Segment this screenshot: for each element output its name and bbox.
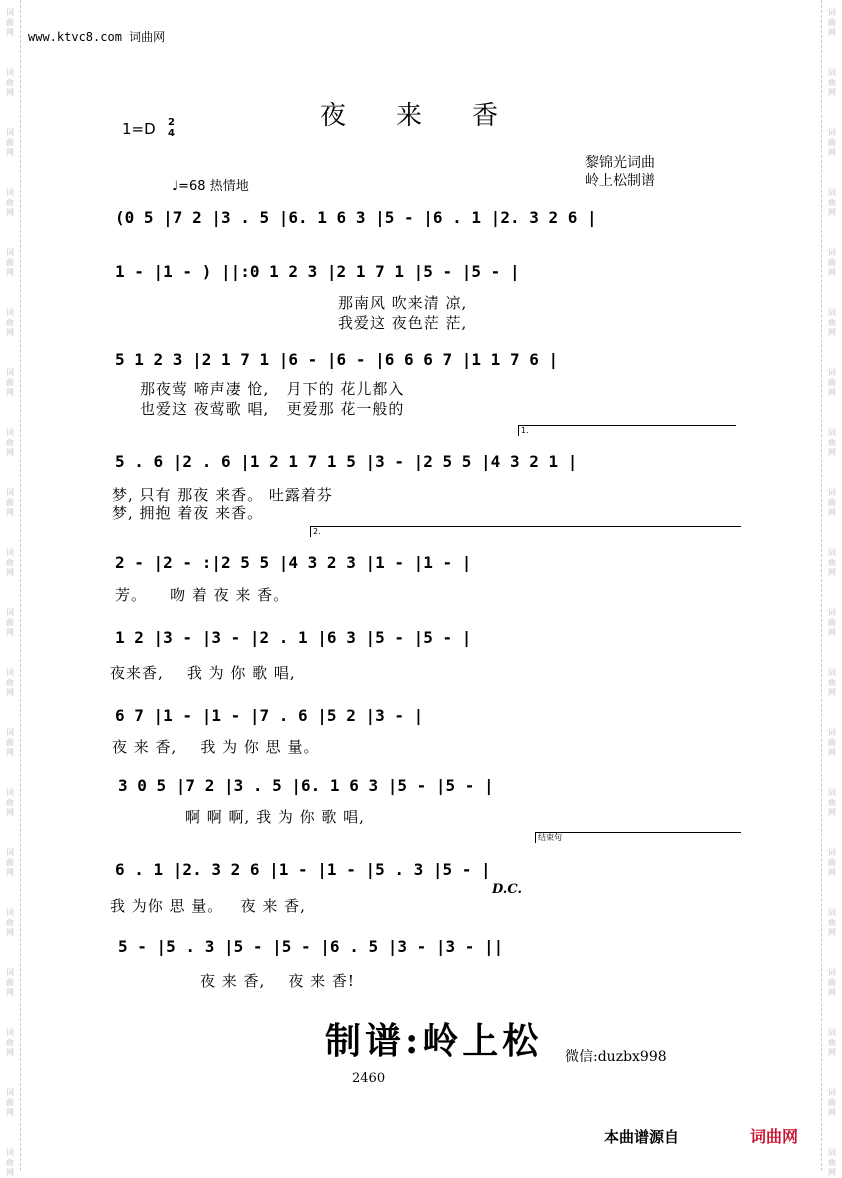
second-ending-bracket: 2. [310,526,741,537]
tempo-marking: ♩=68 热情地 [172,179,249,194]
score-system-4: 5 . 6 |2 . 6 |1 2 1 7 1 5 |3 - |2 5 5 |4 3 2 1 | [115,452,578,471]
lyric-line: 那夜莺 啼声凄 怆, 月下的 花儿都入 [140,380,405,398]
watermark-text: 词 曲 网 [828,488,836,517]
lyric-line: 啊 啊 啊, 我 为 你 歌 唱, [185,808,365,826]
footer-brand-link[interactable]: 词曲网 [750,1127,799,1146]
coda-bracket: 结束句 [535,832,741,843]
lyric-line: 夜 来 香, 夜 来 香! [200,972,355,990]
page-number: 2460 [352,1071,386,1086]
lyric-line: 那南风 吹来清 凉, [338,294,468,312]
watermark-text: 词 曲 网 [6,428,14,457]
watermark-text: 词 曲 网 [6,1148,14,1177]
watermark-text: 词 曲 网 [6,248,14,277]
score-system-2: 1 - |1 - ) ||:0 1 2 3 |2 1 7 1 |5 - |5 - | [115,262,520,281]
watermark-text: 词 曲 网 [828,848,836,877]
arranger-signature: 制谱:岭上松 [325,1020,543,1062]
watermark-text: 词 曲 网 [6,1088,14,1117]
watermark-text: 词 曲 网 [828,608,836,637]
watermark-text: 词 曲 网 [6,368,14,397]
watermark-text: 词 曲 网 [828,728,836,757]
watermark-text: 词 曲 网 [828,1148,836,1177]
watermark-text: 词 曲 网 [828,308,836,337]
lyric-line: 芳。 吻 着 夜 来 香。 [115,586,290,604]
watermark-text: 词 曲 网 [6,488,14,517]
song-title: 夜来香 [320,101,549,131]
score-system-8: 3 0 5 |7 2 |3 . 5 |6. 1 6 3 |5 - |5 - | [118,776,494,795]
arranger-credit: 岭上松制谱 [585,173,655,189]
watermark-text: 词 曲 网 [6,788,14,817]
watermark-text: 词 曲 网 [6,128,14,157]
lyric-line: 我爱这 夜色茫 茫, [338,314,468,332]
left-margin-watermark [0,0,21,1177]
watermark-text: 词 曲 网 [6,548,14,577]
watermark-text: 词 曲 网 [828,548,836,577]
score-system-7: 6 7 |1 - |1 - |7 . 6 |5 2 |3 - | [115,706,424,725]
wechat-contact: 微信:duzbx998 [565,1049,667,1065]
watermark-text: 词 曲 网 [828,8,836,37]
watermark-text: 词 曲 网 [6,908,14,937]
watermark-text: 词 曲 网 [6,968,14,997]
watermark-text: 词 曲 网 [828,368,836,397]
watermark-text: 词 曲 网 [828,668,836,697]
watermark-text: 词 曲 网 [6,308,14,337]
watermark-text: 词 曲 网 [828,248,836,277]
score-system-5: 2 - |2 - :|2 5 5 |4 3 2 3 |1 - |1 - | [115,553,472,572]
lyric-line: 梦, 拥抱 着夜 来香。 [112,504,264,522]
watermark-text: 词 曲 网 [828,788,836,817]
watermark-text: 词 曲 网 [6,608,14,637]
composer-credit: 黎锦光词曲 [585,155,655,171]
watermark-text: 词 曲 网 [6,668,14,697]
watermark-text: 词 曲 网 [828,908,836,937]
watermark-text: 词 曲 网 [828,428,836,457]
lyric-line: 梦, 只有 那夜 来香。 吐露着芬 [112,486,333,504]
score-system-1: (0 5 |7 2 |3 . 5 |6. 1 6 3 |5 - |6 . 1 |2. 3 2 6 | [115,208,597,227]
watermark-text: 词 曲 网 [828,968,836,997]
lyric-line: 我 为你 思 量。 夜 来 香, [110,897,306,915]
watermark-text: 词 曲 网 [6,68,14,97]
watermark-text: 词 曲 网 [6,1028,14,1057]
score-system-3: 5 1 2 3 |2 1 7 1 |6 - |6 - |6 6 6 7 |1 1 7 6 | [115,350,559,369]
key-signature: 1=D [122,120,156,138]
watermark-text: 词 曲 网 [6,188,14,217]
lyric-line: 夜来香, 我 为 你 歌 唱, [110,664,296,682]
watermark-text: 词 曲 网 [828,68,836,97]
watermark-text: 词 曲 网 [828,188,836,217]
right-margin-watermark [821,0,842,1177]
score-system-6: 1 2 |3 - |3 - |2 . 1 |6 3 |5 - |5 - | [115,628,472,647]
first-ending-bracket: 1. [518,425,736,436]
site-header[interactable]: www.ktvc8.com 词曲网 [28,30,166,44]
time-signature-bottom: 4 [168,128,175,139]
time-signature [168,117,175,139]
watermark-text: 词 曲 网 [6,728,14,757]
watermark-text: 词 曲 网 [828,128,836,157]
score-system-10: 5 - |5 . 3 |5 - |5 - |6 . 5 |3 - |3 - || [118,937,504,956]
footer-source-label: 本曲谱源自 [604,1128,680,1146]
da-capo-marking: D.C. [492,882,522,897]
watermark-text: 词 曲 网 [6,848,14,877]
time-signature-top: 2 [168,117,175,128]
watermark-text: 词 曲 网 [828,1028,836,1057]
watermark-text: 词 曲 网 [6,8,14,37]
lyric-line: 也爱这 夜莺歌 唱, 更爱那 花一般的 [140,400,405,418]
watermark-text: 词 曲 网 [828,1088,836,1117]
score-system-9: 6 . 1 |2. 3 2 6 |1 - |1 - |5 . 3 |5 - | [115,860,491,879]
lyric-line: 夜 来 香, 我 为 你 思 量。 [112,738,320,756]
